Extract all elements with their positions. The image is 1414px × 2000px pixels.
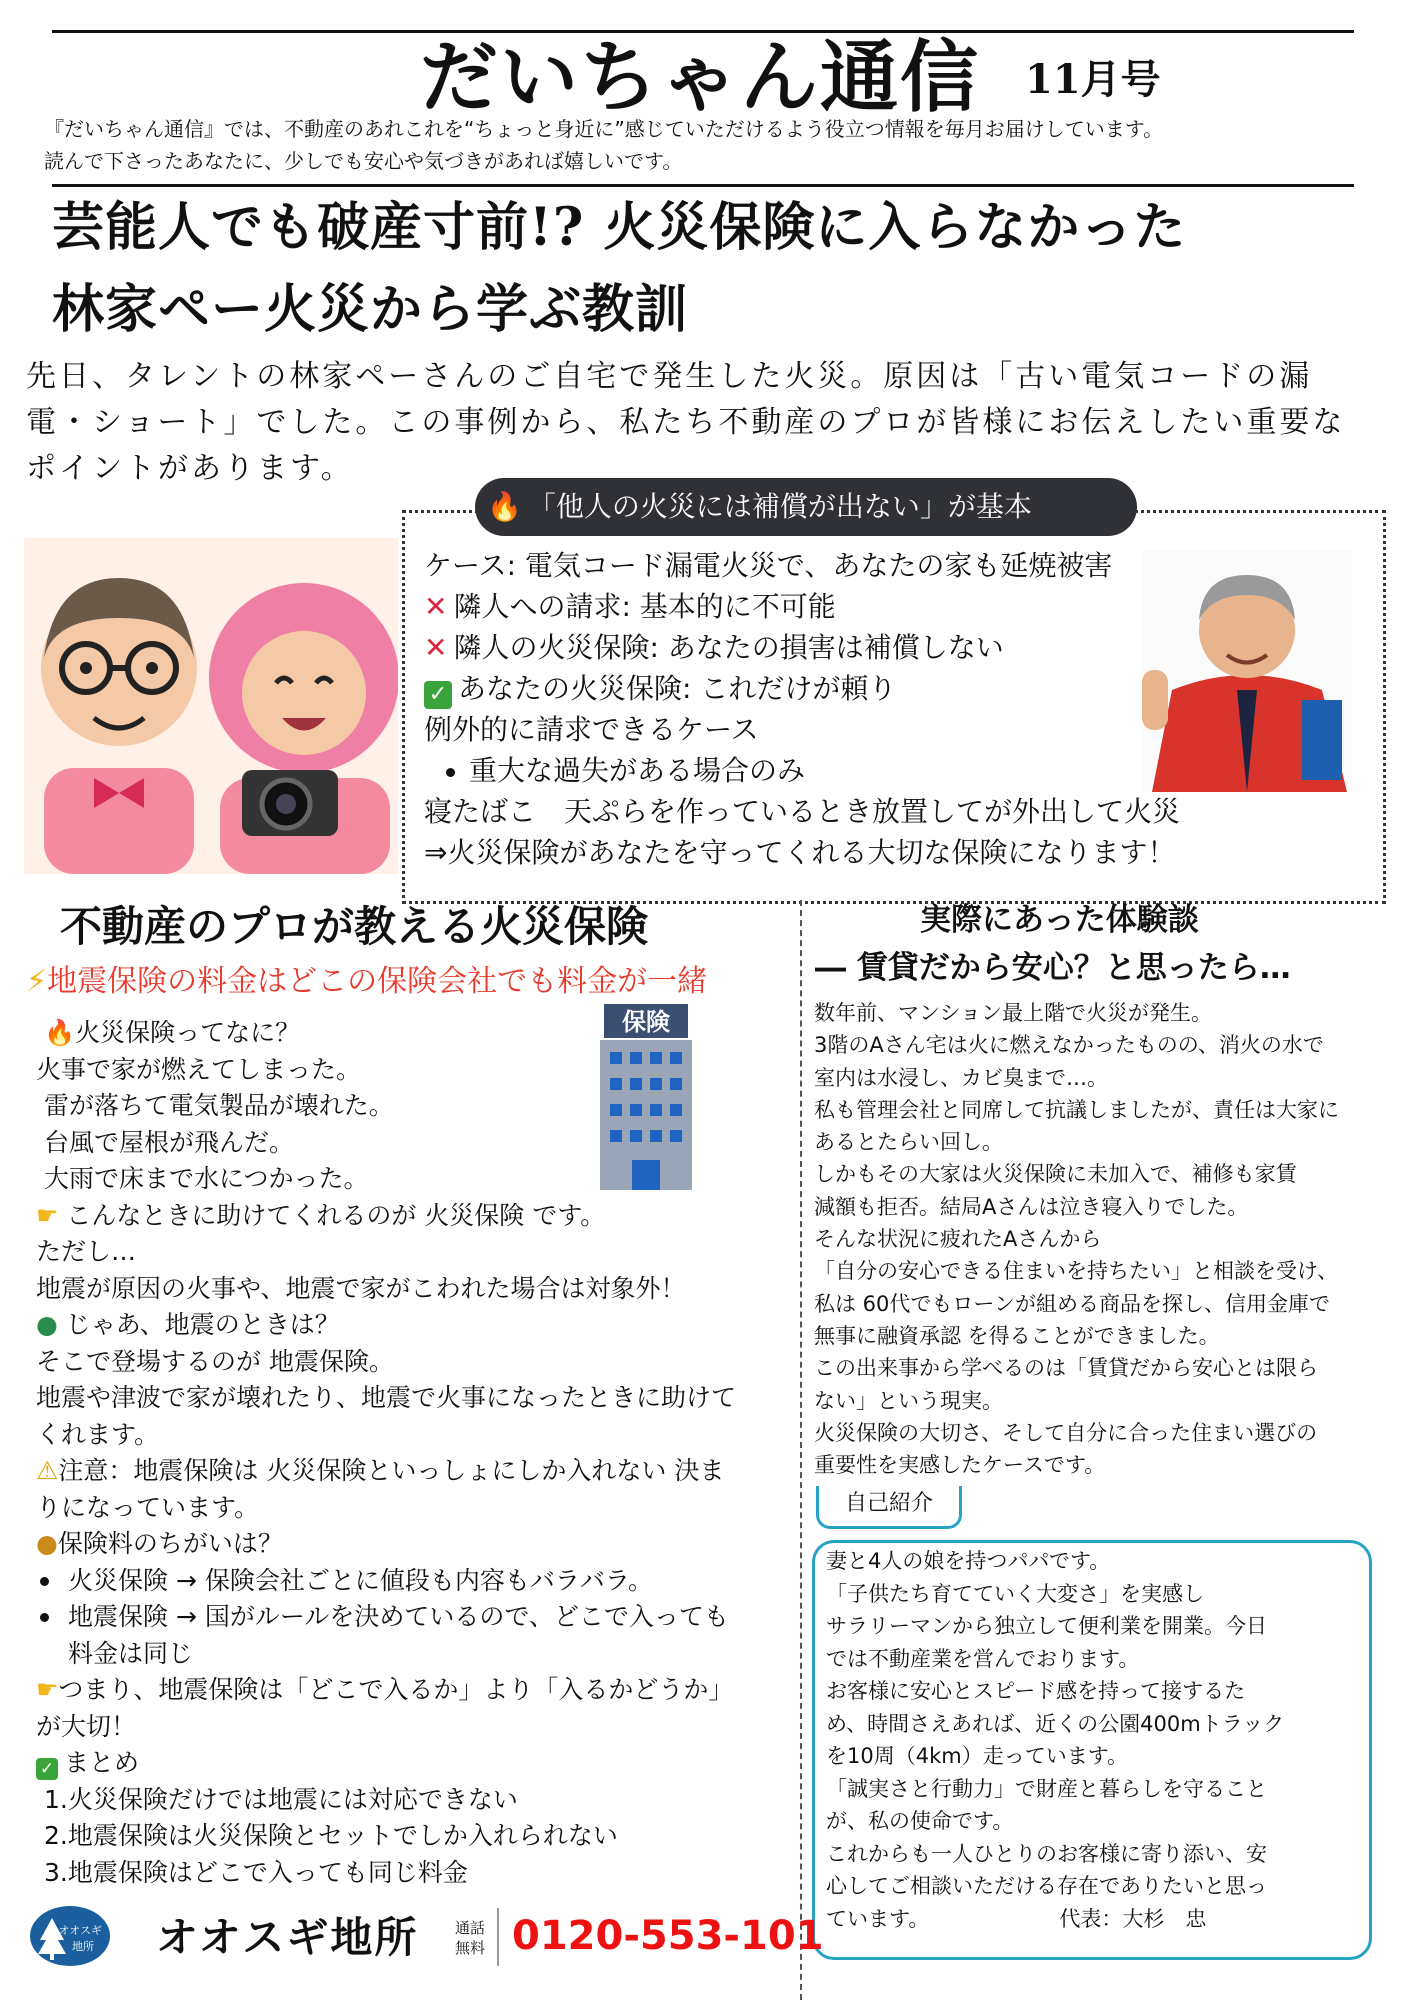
story-line: しかもその大家は火災保険に未加入で、補修も家賃 [814, 1162, 1297, 1187]
fire-icon: 🔥 [487, 490, 522, 523]
callout-bullet [424, 750, 1180, 791]
left-line-19: が大切！ [36, 1711, 137, 1741]
headline-line-1: 芸能人でも破産寸前!? 火災保険に入らなかった [52, 197, 1187, 258]
story-line: 火災保険の大切さ、そして自分に合った住まい選びの [814, 1420, 1318, 1445]
story-line: 室内は水浸し、カビ臭まで…。 [814, 1065, 1108, 1090]
left-line-11: くれます。 [36, 1419, 160, 1449]
left-section-title: 不動産のプロが教える火災保険 [60, 902, 649, 951]
intro-line-2: 読んで下さったあなたに、少しでも安心や気づきがあれば嬉しいです。 [44, 149, 683, 173]
profile-body [826, 1545, 1366, 1935]
story-line: 私も管理会社と同席して抗議しましたが、責任は大家に [814, 1097, 1339, 1122]
profile-line: を10周（4km）走っています。 [826, 1744, 1129, 1768]
left-line-5-text: こんなときに助けてくれるのが 火災保険 です。 [66, 1200, 606, 1230]
profile-signature: 代表：大杉 忠 [1059, 1906, 1207, 1931]
left-line-17: 料金は同じ [68, 1638, 194, 1668]
left-line-15 [36, 1563, 786, 1600]
profile-line: お客様に安心とスピード感を持って接するた [826, 1679, 1246, 1703]
phone-number[interactable]: 0120-553-101 [512, 1913, 824, 1959]
callout-example: 寝たばこ 天ぷらを作っているとき放置してが外出して火災 [424, 795, 1181, 828]
story-line: 数年前、マンション最上階で火災が発生。 [814, 1001, 1213, 1025]
left-line-2: 雷が落ちて電気製品が壊れた。 [44, 1091, 394, 1120]
bullet-dot [40, 1577, 49, 1586]
story-title: 実際にあった体験談 [920, 902, 1199, 938]
left-line-5 [36, 1198, 786, 1235]
story-line: 無事に融資承認 を得ることができました。 [814, 1323, 1220, 1348]
callout-yes-1-text: あなたの火災保険: これだけが頼り [458, 672, 897, 705]
left-line-18-text: つまり、地震保険は「どこで入るか」より「入るかどうか」 [58, 1675, 734, 1704]
left-line-15-text: 火災保険 → 保険会社ごとに値段も内容もバラバラ。 [68, 1565, 653, 1595]
headline-line-2: 林家ペー火災から学ぶ教訓 [52, 279, 689, 340]
profile-line: め、時間さえあれば、近くの公園400mトラック [826, 1711, 1285, 1736]
representative-photo [1142, 550, 1352, 792]
company-logo [30, 1906, 110, 1966]
intro-line-1: 『だいちゃん通信』では、不動産のあれこれを“ちょっと身近に”感じていただけるよう役立つ情報を毎月お届けしています。 [44, 117, 1164, 141]
story-subtitle: ― 賃貸だから安心？と思ったら… [815, 950, 1291, 986]
left-line-16-text: 地震保険 → 国がルールを決めているので、どこで入っても [68, 1602, 729, 1631]
story-line: 減額も拒否。結局Aさんは泣き寝入りでした。 [814, 1194, 1249, 1219]
newsletter-title: だいちゃん通信 [420, 33, 981, 123]
lightning-icon: ⚡ [26, 964, 48, 999]
left-line-21: 1.火災保険だけでは地震には対応できない [44, 1784, 518, 1814]
callout-conclusion: ⇒火災保険があなたを守ってくれる大切な保険になります！ [424, 836, 1176, 869]
globe-icon: ● [36, 1310, 66, 1339]
callout-no-2 [424, 627, 1180, 668]
money-bag-icon: ● [36, 1529, 58, 1558]
profile-line: サラリーマンから独立して便利業を開業。今日 [826, 1614, 1267, 1638]
callout-content [424, 545, 1180, 873]
issue-label: 11月号 [1025, 56, 1161, 103]
left-line-14 [36, 1526, 786, 1563]
left-line-13: りになっています。 [36, 1492, 260, 1522]
left-line-14-text: 保険料のちがいは？ [57, 1529, 283, 1558]
left-line-9: そこで登場するのが 地震保険。 [36, 1346, 394, 1376]
profile-line: 「子供たち育てていく大変さ」を実感し [826, 1581, 1204, 1606]
callout-title-pill [475, 478, 1137, 536]
story-line: あるとたらい回し。 [814, 1130, 1003, 1155]
left-line-10: 地震や津波で家が壊れたり、地震で火事になったときに助けて [36, 1383, 737, 1412]
free-dial-line-1: 通話 [455, 1919, 486, 1937]
left-line-12 [36, 1453, 786, 1490]
left-line-16 [36, 1599, 786, 1636]
column-divider [800, 900, 802, 2000]
profile-line: が、私の使命です。 [826, 1809, 1014, 1833]
lead-line-3: ポイントがあります。 [26, 451, 354, 486]
lead-line-1: 先日、タレントの林家ペーさんのご自宅で発生した火災。原因は「古い電気コードの漏 [26, 359, 1313, 394]
callout-no-2-text: 隣人の火災保険: あなたの損害は補償しない [453, 631, 1004, 664]
left-line-3: 台風で屋根が飛んだ。 [44, 1127, 295, 1157]
callout-yes-1 [424, 668, 1180, 709]
company-name: オオスギ地所 [156, 1913, 419, 1962]
callout-exception: 例外的に請求できるケース [424, 713, 759, 746]
left-line-20 [36, 1745, 786, 1782]
profile-line: では不動産業を営んでおります。 [826, 1646, 1140, 1671]
left-line-4: 大雨で床まで水につかった。 [44, 1164, 369, 1193]
check-mark-icon: ✓ [36, 1758, 58, 1780]
logo-text-1: オオスギ [58, 1924, 102, 1937]
bullet-dot [446, 768, 455, 777]
left-line-7: 地震が原因の火事や、地震で家がこわれた場合は対象外！ [36, 1273, 686, 1303]
cross-mark-icon: ✕ [424, 631, 448, 664]
left-subtitle [26, 962, 707, 1002]
lead-line-2: 電・ショート」でした。この事例から、私たち不動産のプロが皆様にお伝えしたい重要な [26, 405, 1346, 440]
profile-line: これからも一人ひとりのお客様に寄り添い、安 [826, 1841, 1267, 1866]
free-dial-line-2: 無料 [455, 1939, 486, 1957]
footer-separator [497, 1908, 499, 1966]
pointing-hand-icon: ☛ [36, 1200, 67, 1230]
couple-illustration [24, 538, 398, 874]
left-line-0-text: 火災保険ってなに？ [75, 1018, 301, 1047]
story-line: 重要性を実感したケースです。 [814, 1453, 1106, 1478]
story-line: 私は 60代でもローンが組める商品を探し、信用金庫で [814, 1291, 1330, 1316]
fire-icon: 🔥 [44, 1018, 76, 1047]
callout-title: 「他人の火災には補償が出ない」が基本 [527, 490, 1032, 523]
profile-tag: 自己紹介 [816, 1486, 962, 1529]
callout-bullet-text: 重大な過失がある場合のみ [469, 754, 806, 787]
lead-paragraph [26, 354, 1406, 492]
profile-line: 心してご相談いただける存在でありたいと思っ [826, 1874, 1267, 1898]
left-body [36, 1015, 786, 1891]
profile-line [826, 1903, 1366, 1936]
callout-no-1 [424, 586, 1180, 627]
left-line-8 [36, 1307, 786, 1344]
left-line-0 [36, 1015, 786, 1052]
callout-case: ケース: 電気コード漏電火災で、あなたの家も延焼被害 [424, 549, 1113, 582]
left-line-1: 火事で家が燃えてしまった。 [36, 1054, 362, 1084]
left-line-6: ただし… [36, 1237, 137, 1266]
story-line: この出来事から学べるのは「賃貸だから安心とは限ら [814, 1356, 1318, 1381]
left-line-23: 3.地震保険はどこで入っても同じ料金 [44, 1857, 468, 1887]
profile-last-line: ています。 [826, 1906, 930, 1931]
callout-no-1-text: 隣人への請求: 基本的に不可能 [453, 590, 836, 623]
bullet-dot [40, 1613, 49, 1622]
left-line-20-text: まとめ [64, 1748, 140, 1777]
warning-icon: ⚠ [36, 1456, 59, 1485]
left-line-18 [36, 1672, 786, 1709]
building-sign-text: 保険 [622, 1008, 670, 1036]
check-mark-icon: ✓ [424, 681, 452, 709]
story-line: 3階のAさん宅は火に燃えなかったものの、消火の水で [814, 1033, 1324, 1058]
cross-mark-icon: ✕ [424, 590, 448, 623]
story-line: そんな状況に疲れたAさんから [814, 1227, 1102, 1252]
logo-text-2: 地所 [72, 1940, 94, 1953]
left-line-8-text: じゃあ、地震のときは？ [65, 1310, 340, 1339]
left-line-22: 2.地震保険は火災保険とセットでしか入れられない [44, 1821, 618, 1850]
pointing-hand-icon: ☛ [36, 1675, 59, 1704]
story-body [814, 997, 1404, 1481]
left-line-12-text: 注意：地震保険は 火災保険といっしょにしか入れない 決ま [58, 1456, 725, 1485]
story-line: ない」という現実。 [814, 1388, 1003, 1413]
left-subtitle-text: 地震保険の料金はどこの保険会社でも料金が一緒 [47, 964, 708, 999]
profile-line: 「誠実さと行動力」で財産と暮らしを守ること [826, 1776, 1267, 1801]
story-line: 「自分の安心できる住まいを持ちたい」と相談を受け、 [814, 1259, 1339, 1284]
profile-line: 妻と4人の娘を持つパパです。 [826, 1549, 1111, 1573]
free-dial-label [455, 1918, 485, 1958]
